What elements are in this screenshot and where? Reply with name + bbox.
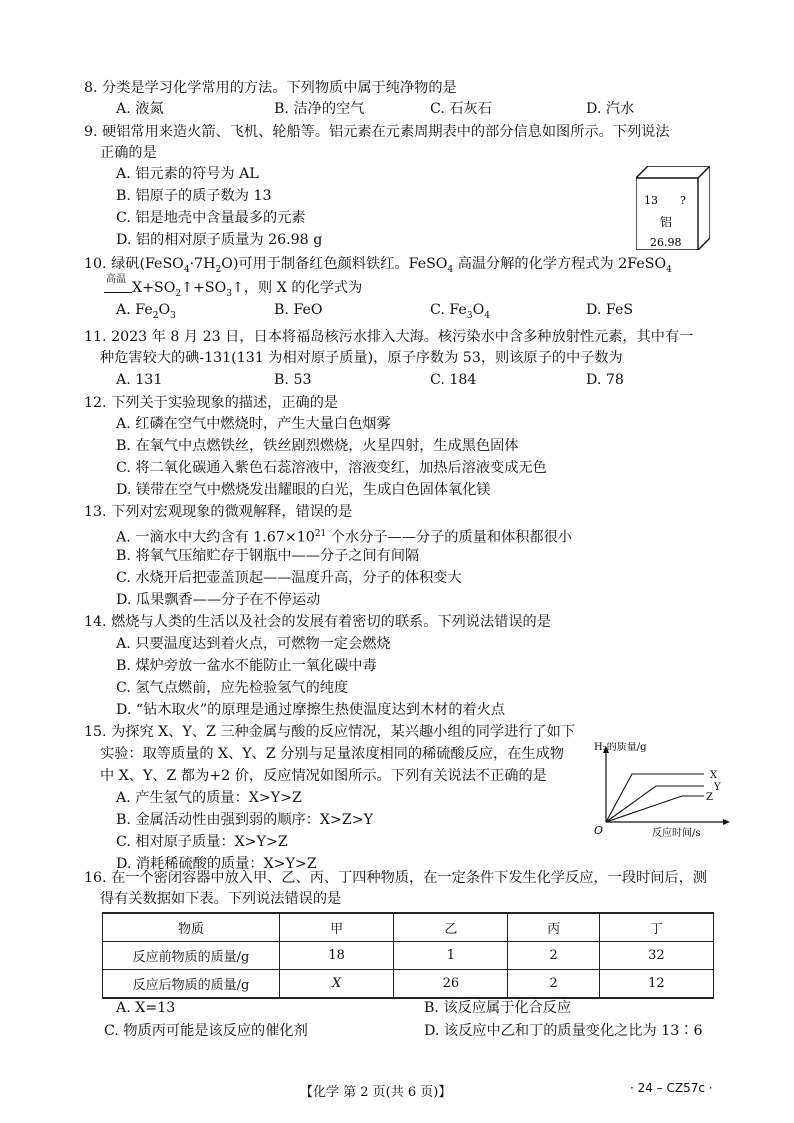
q11-option-a: A. 131 (116, 372, 163, 388)
table-cell: 反应后物质的质量/g (103, 970, 280, 999)
question-12-stem: 12. 下列关于实验现象的描述，正确的是 (84, 395, 339, 411)
table-header-row (103, 913, 714, 942)
table-cell: 甲 (280, 913, 394, 942)
q13-option-a: A. 一滴水中大约含有 $1.67\times 10^{21}$ 个水分子——分子的质量和体积都很小 (116, 529, 572, 546)
q8-option-c: C. 石灰石 (430, 101, 492, 117)
q9-option-c: C. 铝是地壳中含量最多的元素 (116, 210, 306, 226)
q12-option-b: B. 在氧气中点燃铁丝，铁丝剧烈燃烧，火星四射，生成黑色固体 (116, 438, 519, 454)
q15-option-b: B. 金属活动性由强到弱的顺序：X>Z>Y (116, 812, 373, 828)
q9-option-a: A. 铝元素的符号为 AL (116, 166, 259, 182)
q15-option-a: A. 产生氢气的质量：X>Y>Z (116, 790, 302, 806)
q9-option-b: B. 铝原子的质子数为 13 (116, 188, 272, 204)
q13-option-c: C. 水烧开后把壶盖顶起——温度升高，分子的体积变大 (116, 570, 462, 586)
q10-option-c: C. $Fe_3O_4$ (430, 302, 490, 321)
q16-option-a: A. X=13 (116, 1000, 176, 1016)
question-9-stem-line1: 9. 硬铝常用来造火箭、飞机、轮船等。铝元素在元素周期表中的部分信息如图所示。下列说法 (84, 124, 670, 140)
graph-origin: O (594, 824, 604, 837)
table-cell: X (280, 970, 394, 999)
element-atomic-mass: 26.98 (650, 236, 682, 249)
q12-option-d: D. 镁带在空气中燃烧发出耀眼的白光，生成白色固体氧化镁 (116, 482, 491, 498)
q10-sub: 2 (215, 264, 222, 275)
q10-text: ↑，则 X 的化学式为 (231, 280, 363, 296)
hydrogen-mass-graph (592, 742, 732, 838)
table-cell: 26 (394, 970, 508, 999)
graph-label-x: X (710, 770, 718, 781)
element-symbol-hidden: ? (680, 194, 686, 207)
table-cell: 丙 (508, 913, 599, 942)
element-name: 铝 (660, 215, 673, 229)
q8-option-d: D. 汽水 (586, 101, 635, 117)
question-9-stem-line2: 正确的是 (100, 145, 157, 161)
table-cell: 12 (599, 970, 713, 999)
q11-option-d: D. 78 (586, 372, 624, 388)
table-cell: 2 (508, 970, 599, 999)
q10-option-d: D. FeS (586, 302, 634, 318)
q10-sub: 4 (183, 264, 190, 275)
question-10-stem-line1 (84, 254, 672, 281)
q12-option-c: C. 将二氧化碳通入紫色石蕊溶液中，溶液变红，加热后溶液变成无色 (116, 460, 547, 476)
q8-option-b: B. 洁净的空气 (274, 101, 365, 117)
q11-option-c: C. 184 (430, 372, 477, 388)
question-11-stem-line2: 种危害较大的碘-131(131 为相对原子质量)，原子序数为 53，则该原子的中子数为 (100, 350, 623, 366)
q10-sub: 2 (175, 288, 182, 299)
q13-option-d: D. 瓜果飘香——分子在不停运动 (116, 592, 321, 608)
graph-y-label: H₂的质量/g (594, 742, 647, 753)
table-cell: 18 (280, 942, 394, 970)
table-cell: 物质 (103, 913, 280, 942)
q10-text: ·7H (189, 256, 216, 272)
q12-option-a: A. 红磷在空气中燃烧时，产生大量白色烟雾 (116, 416, 391, 432)
q14-option-b: B. 煤炉旁放一盆水不能防止一氧化碳中毒 (116, 658, 377, 674)
table-row (103, 942, 714, 970)
curve-x (606, 774, 704, 822)
question-13-stem: 13. 下列对宏观现象的微观解释，错误的是 (84, 504, 353, 520)
q10-sub: 4 (666, 264, 672, 275)
q13-option-b: B. 将氧气压缩贮存于钢瓶中——分子之间有间隔 (116, 548, 420, 564)
reaction-condition (104, 274, 132, 299)
table-cell: 1 (394, 942, 508, 970)
q10-text: O)可用于制备红色颜料铁红。FeSO (221, 256, 448, 272)
question-15-stem-line1: 15. 为探究 X、Y、Z 三种金属与酸的反应情况，某兴趣小组的同学进行了如下 (84, 724, 576, 740)
q11-option-b: B. 53 (274, 372, 312, 388)
q14-option-a: A. 只要温度达到着火点，可燃物一定会燃烧 (116, 636, 391, 652)
table-cell: 反应前物质的质量/g (103, 942, 280, 970)
q16-option-d: D. 该反应中乙和丁的质量变化之比为 13∶6 (424, 1023, 703, 1039)
graph-label-y: Y (714, 782, 721, 793)
q15-option-c: C. 相对原子质量：X>Y>Z (116, 834, 288, 850)
aluminum-element-card (636, 166, 710, 250)
q8-option-a: A. 液氮 (116, 101, 164, 117)
q15-option-d: D. 消耗稀硫酸的质量：X>Y>Z (116, 856, 317, 872)
q10-sub: 3 (226, 288, 232, 299)
table-cell: 乙 (394, 913, 508, 942)
q16-option-c: C. 物质丙可能是该反应的催化剂 (104, 1023, 308, 1039)
q9-option-d: D. 铝的相对原子质量为 26.98 g (116, 232, 323, 248)
q14-option-c: C. 氢气点燃前，应先检验氢气的纯度 (116, 680, 349, 696)
page-footer: 【化学 第 2 页(共 6 页)】 (300, 1085, 452, 1100)
question-11-stem-line1: 11. 2023 年 8 月 23 日，日本将福岛核污水排入大海。核污染水中含多种放射性元素，其中有一 (84, 329, 694, 345)
paper-code: · 24 – CZ57c · (630, 1081, 713, 1095)
question-15-stem-line3: 中 X、Y、Z 都为+2 价，反应情况如图所示。下列有关说法不正确的是 (100, 768, 547, 784)
question-16-stem-line2: 得有关数据如下表。下列说法错误的是 (100, 891, 342, 907)
graph-label-z: Z (706, 792, 713, 803)
table-cell: 2 (508, 942, 599, 970)
question-16-stem-line1: 16. 在一个密闭容器中放入甲、乙、丙、丁四种物质，在一定条件下发生化学反应，一段时间后，测 (84, 870, 707, 886)
q10-text: ↑+SO (181, 280, 227, 296)
q10-sub: 4 (447, 264, 454, 275)
q10-option-a: A. $Fe_2O_3$ (116, 302, 176, 321)
q14-option-d: D. “钻木取火”的原理是通过摩擦生热使温度达到木材的着火点 (116, 702, 506, 718)
q10-text: 高温分解的化学方程式为 2FeSO (453, 256, 667, 272)
curve-z (606, 796, 704, 822)
q10-option-b: B. FeO (274, 302, 323, 318)
x-axis-arrow (723, 819, 730, 825)
table-cell: 丁 (599, 913, 713, 942)
q16-option-b: B. 该反应属于化合反应 (424, 1000, 572, 1016)
table-row (103, 970, 714, 999)
question-8-stem: 8. 分类是学习化学常用的方法。下列物质中属于纯净物的是 (84, 80, 457, 96)
table-cell: 32 (599, 942, 713, 970)
question-14-stem: 14. 燃烧与人类的生活以及社会的发展有着密切的联系。下列说法错误的是 (84, 614, 551, 630)
graph-x-label: 反应时间/s (652, 828, 701, 838)
q10-text: X+SO (132, 280, 176, 296)
high-temp-label: 高温 (106, 274, 126, 285)
mass-data-table (102, 912, 714, 999)
question-15-stem-line2: 实验：取等质量的 X、Y、Z 分别与足量浓度相同的稀硫酸反应，在生成物 (100, 746, 564, 762)
element-atomic-number: 13 (644, 194, 658, 207)
q10-text: 10. 绿矾(FeSO (84, 256, 184, 272)
